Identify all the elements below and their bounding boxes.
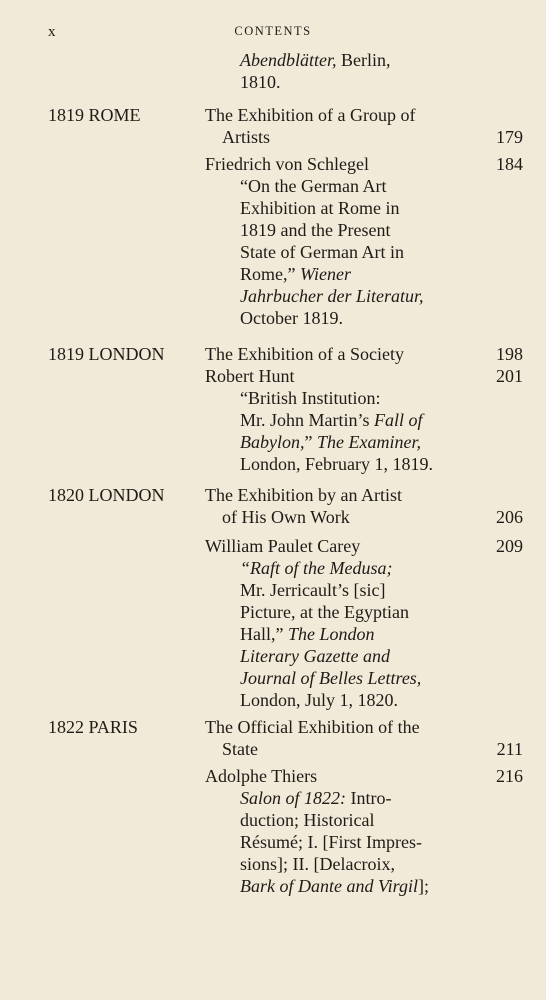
entry-place: 1822 PARIS — [48, 717, 138, 737]
page-ref: 206 — [496, 507, 523, 527]
source-date: October 1819. — [240, 308, 343, 328]
source-line: Picture, at the Egyptian — [240, 602, 409, 622]
continued-date: 1810. — [240, 72, 281, 92]
entry-author: William Paulet Carey — [205, 536, 361, 556]
entry-author: Adolphe Thiers — [205, 766, 318, 786]
source-line: Salon of 1822: Intro- — [240, 788, 392, 808]
source-line: Résumé; I. [First Impres- — [240, 832, 422, 852]
entry-author: Friedrich von Schlegel — [205, 154, 369, 174]
page-ref: 198 — [496, 344, 523, 364]
source-line: Babylon,” The Examiner, — [240, 432, 421, 452]
source-line: Mr. John Martin’s Fall of — [240, 410, 423, 430]
page-ref: 211 — [496, 739, 523, 759]
source-line: Jahrbucher der Literatur, — [240, 286, 424, 306]
source-line: State of German Art in — [240, 242, 404, 262]
running-title: CONTENTS — [234, 24, 312, 38]
entry-title-cont: Artists — [222, 127, 271, 147]
source-line: “British Institution: — [240, 388, 381, 408]
page-ref: 209 — [496, 536, 523, 556]
source-line: sions]; II. [Delacroix, — [240, 854, 395, 874]
page-ref: 184 — [496, 154, 523, 174]
entry-place: 1819 LONDON — [48, 344, 165, 364]
entry-place: 1820 LONDON — [48, 485, 165, 505]
source-line: 1819 and the Present — [240, 220, 391, 240]
entry-title-cont: State — [222, 739, 258, 759]
source-line: Hall,” The London — [240, 624, 375, 644]
source-date: London, February 1, 1819. — [240, 454, 433, 474]
source-line: Exhibition at Rome in — [240, 198, 400, 218]
source-line: Journal of Belles Lettres, — [240, 668, 422, 688]
page-number: x — [48, 24, 57, 40]
source-line: Bark of Dante and Virgil]; — [240, 876, 429, 896]
source-line: Rome,” Wiener — [240, 264, 351, 284]
source-date: London, July 1, 1820. — [240, 690, 399, 710]
entry-title: The Exhibition by an Artist — [205, 485, 402, 505]
entry-title: The Official Exhibition of the — [205, 717, 420, 737]
page-ref: 179 — [496, 127, 523, 147]
page-ref: 201 — [496, 366, 523, 386]
source-line: “On the German Art — [240, 176, 387, 196]
source-line: “Raft of the Medusa; — [240, 558, 393, 578]
source-line: duction; Historical — [240, 810, 375, 830]
entry-title-cont: of His Own Work — [222, 507, 350, 527]
continued-source: Abendblätter, Berlin, — [240, 50, 391, 70]
source-line: Literary Gazette and — [240, 646, 390, 666]
entry-title: The Exhibition of a Group of — [205, 105, 416, 125]
page-ref: 216 — [496, 766, 523, 786]
source-line: Mr. Jerricault’s [sic] — [240, 580, 386, 600]
entry-place: 1819 ROME — [48, 105, 141, 125]
entry-author: Robert Hunt — [205, 366, 295, 386]
entry-title: The Exhibition of a Society — [205, 344, 404, 364]
